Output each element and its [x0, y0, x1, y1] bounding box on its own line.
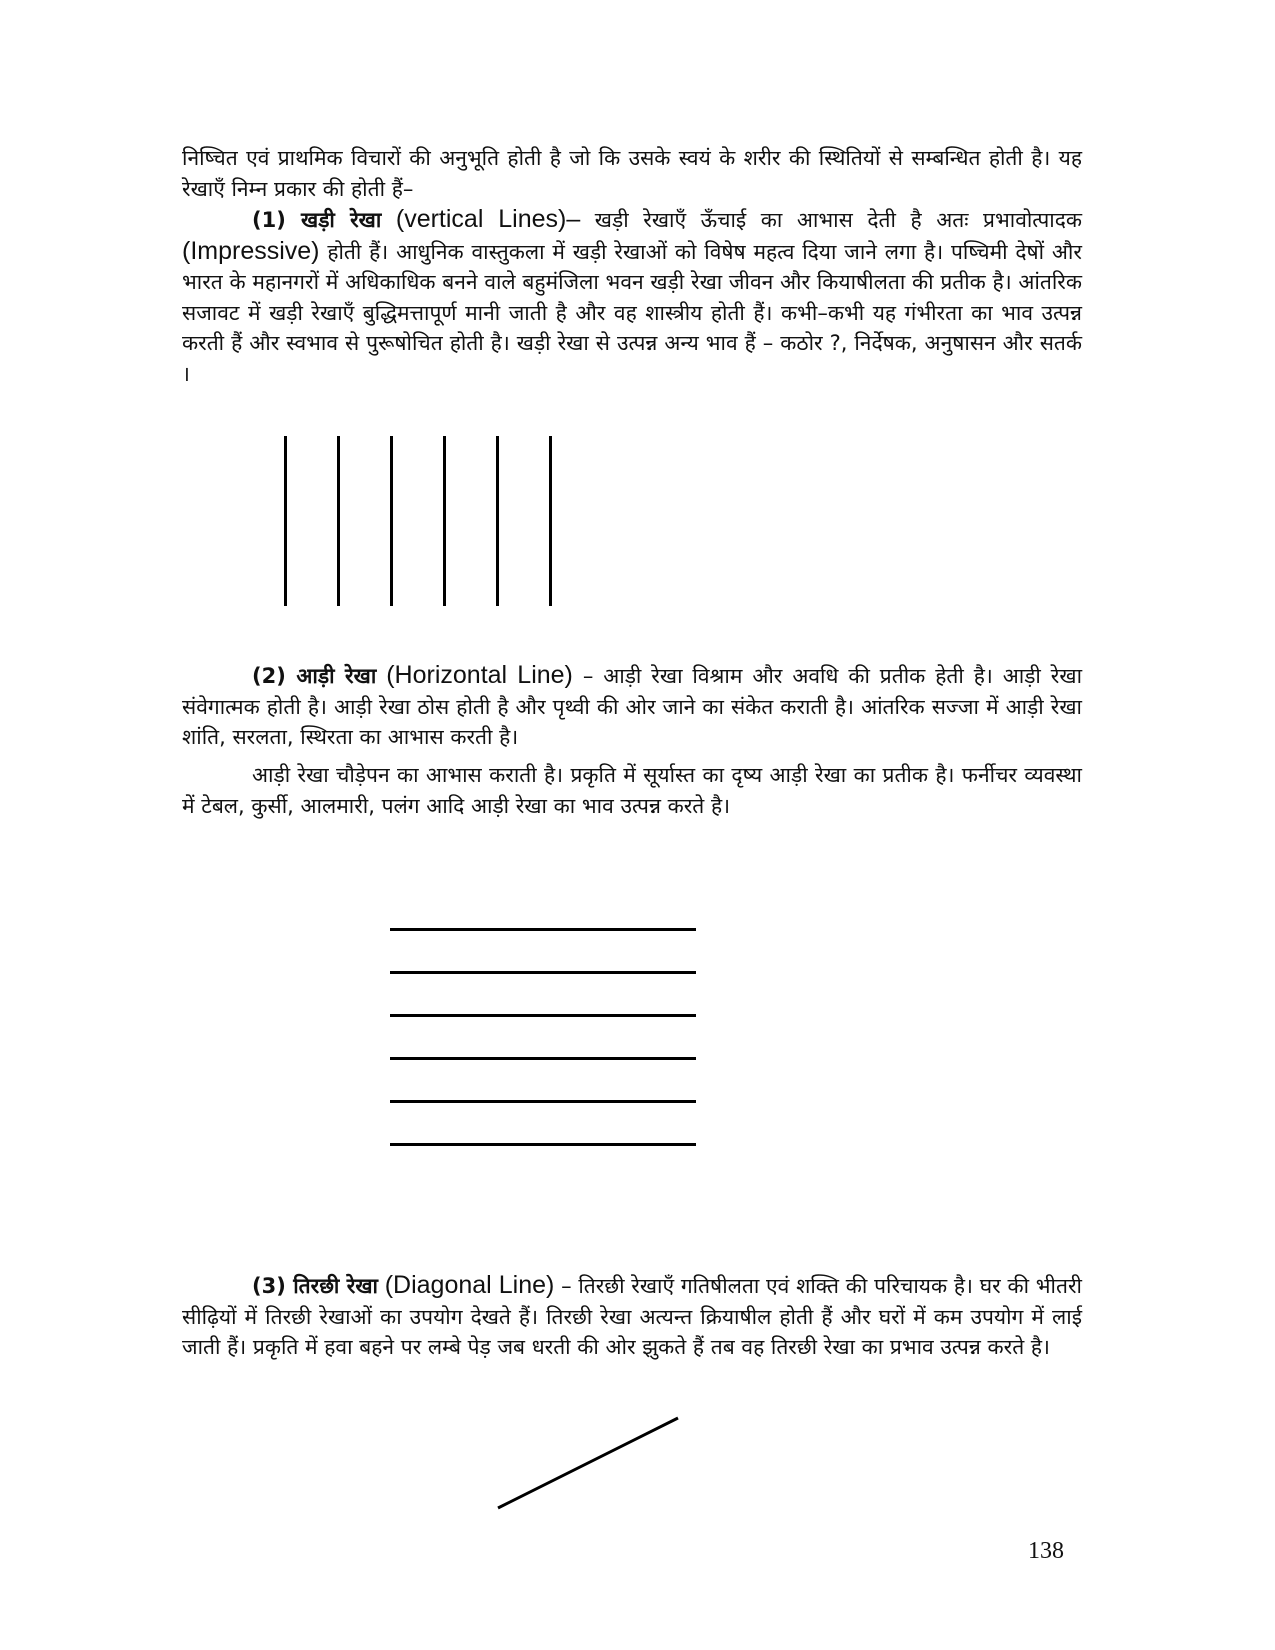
section3-heading-english: (Diagonal Line) — [384, 1271, 555, 1299]
section3-paragraph — [182, 1270, 1082, 1363]
section2-text: – आड़ी रेखा विश्राम और अवधि की प्रतीक हेती है। आड़ी रेखा संवेगात्मक होती है। आड़ी रेखा ठोस होती है और पृथ्वी की ओर जाने का संकेत कराती है। आंतरिक सज्जा में आड़ी रेखा शांति, सरलता, स्थिरता का आभास करती है। — [182, 664, 1083, 749]
section1-heading-hindi: (1) खड़ी रेखा — [252, 208, 382, 232]
vertical-line — [390, 436, 393, 606]
vertical-line — [549, 436, 552, 606]
vertical-lines-figure — [284, 436, 556, 606]
section1-text-a: खड़ी रेखाएँ ऊँचाई का आभास देती है अतः प्रभावोत्पादक — [580, 208, 1082, 232]
section2-text2: आड़ी रेखा चौड़ेपन का आभास कराती है। प्रकृति में सूर्यास्त का दृष्य आड़ी रेखा का प्रतीक है। फर्नीचर व्यवस्था में टेबल, कुर्सी, आलमारी, पलंग आदि आड़ी रेखा का भाव उत्पन्न करते है। — [182, 763, 1082, 818]
horizontal-line — [390, 1100, 696, 1103]
vertical-line — [443, 436, 446, 606]
section1-paragraph — [182, 204, 1082, 389]
vertical-line — [496, 436, 499, 606]
section2-paragraph-2 — [182, 760, 1082, 821]
horizontal-line — [390, 1014, 696, 1017]
diagonal-line-figure — [490, 1410, 690, 1520]
horizontal-line — [390, 1143, 696, 1146]
diagonal-line — [498, 1418, 678, 1508]
vertical-line — [337, 436, 340, 606]
horizontal-line — [390, 928, 696, 931]
horizontal-lines-figure — [390, 928, 710, 1153]
section1-heading-english: (vertical Lines)– — [395, 205, 581, 233]
page-number: 138 — [1028, 1538, 1064, 1564]
horizontal-line — [390, 1057, 696, 1060]
intro-text: निष्चित एवं प्राथमिक विचारों की अनुभूति होती है जो कि उसके स्वयं के शरीर की स्थितियों से सम्बन्धित होती है। यह रेखाएँ निम्न प्रकार की होती हैं– — [182, 146, 1082, 201]
section2-heading-hindi: (2) आड़ी रेखा — [252, 664, 377, 688]
section2-paragraph — [182, 660, 1082, 753]
section1-text-b: होती हैं। आधुनिक वास्तुकला में खड़ी रेखाओं को विषेष महत्व दिया जाने लगा है। पष्चिमी देषों और भारत के महानगरों में अधिकाधिक बनने वाले बहुमंजिला भवन खड़ी रेखा जीवन और कियाषीलता की प्रतीक है। आंतरिक सजावट में खड़ी रेखाएँ बुद्धिमत्तापूर्ण मानी जाती है और वह शास्त्रीय होती हैं। कभी–कभी यह गंभीरता का भाव उत्पन्न करती हैं और स्वभाव से पुरूषोचित होती है। खड़ी रेखा से उत्पन्न अन्य भाव हैं – कठोर ?, निर्देषक, अनुषासन और सतर्क । — [182, 239, 1082, 386]
horizontal-line — [390, 971, 696, 974]
vertical-line — [284, 436, 287, 606]
section2-heading-english: (Horizontal Line) — [386, 661, 573, 689]
section3-text: – तिरछी रेखाएँ गतिषीलता एवं शक्ति की परिचायक है। घर की भीतरी सीढ़ियों में तिरछी रेखाओं का उपयोग देखते हैं। तिरछी रेखा अत्यन्त क्रियाषील होती हैं और घरों में कम उपयोग में लाई जाती हैं। प्रकृति में हवा बहने पर लम्बे पेड़ जब धरती की ओर झुकते हैं तब वह तिरछी रेखा का प्रभाव उत्पन्न करते है। — [182, 1274, 1083, 1359]
intro-paragraph — [182, 143, 1082, 204]
section3-heading-hindi: (3) तिरछी रेखा — [252, 1274, 378, 1298]
section1-term: (Impressive) — [182, 236, 320, 265]
